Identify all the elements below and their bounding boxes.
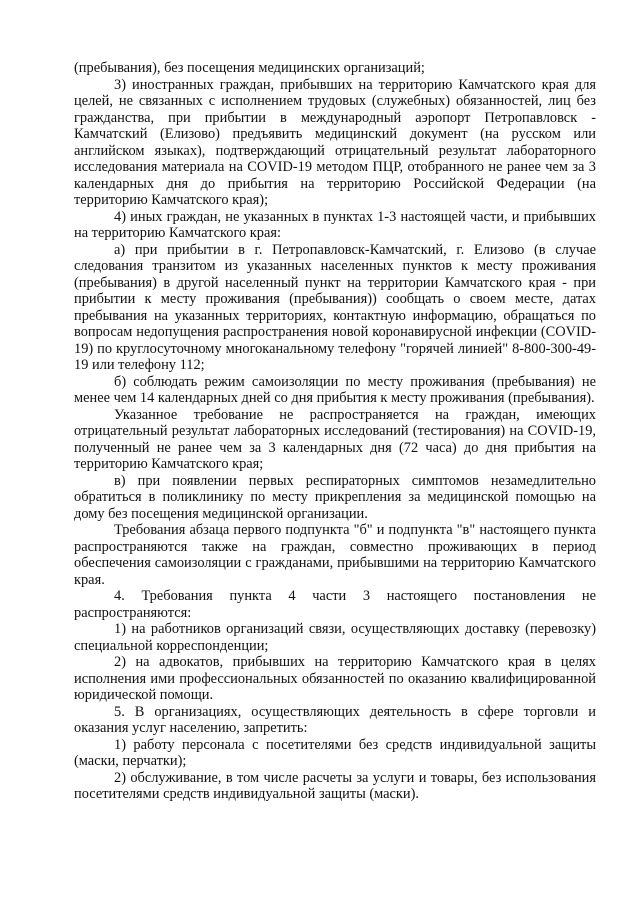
paragraph-10: 1) на работников организаций связи, осуществляющих доставку (перевозку) специальной корреспонденции; — [74, 621, 596, 654]
paragraph-6: Указанное требование не распространяется на граждан, имеющих отрицательный результат лабораторных исследований (тестирования) на COVID-19, полученный не ранее чем за 3 календарных дня (72 часа) до дня прибытия на территорию Камчатского края; — [74, 406, 596, 472]
paragraph-7: в) при появлении первых респираторных симптомов незамедлительно обратиться в поликлинику по месту прикрепления за медицинской помощью на дому без посещения медицинской организации. — [74, 472, 596, 522]
document-page — [74, 60, 596, 803]
paragraph-2: 3) иностранных граждан, прибывших на территорию Камчатского края для целей, не связанных с исполнением трудовых (служебных) обязанностей, лиц без гражданства, при прибытии в международный аэропорт Петропавловск - Камчатский (Елизово) предъявить медицинский документ (на русском или английском языках), подтверждающий отрицательный результат лабораторного исследования материала на COVID-19 методом ПЦР, отобранного не ранее чем за 3 календарных дня до прибытия на территорию Российской Федерации (на территорию Камчатского края); — [74, 76, 596, 208]
paragraph-13: 1) работу персонала с посетителями без средств индивидуальной защиты (маски, перчатки); — [74, 736, 596, 769]
paragraph-5: б) соблюдать режим самоизоляции по месту проживания (пребывания) не менее чем 14 календарных дней со дня прибытия к месту проживания (пребывания). — [74, 373, 596, 406]
paragraph-14: 2) обслуживание, в том числе расчеты за услуги и товары, без использования посетителями средств индивидуальной защиты (маски). — [74, 769, 596, 802]
paragraph-3: 4) иных граждан, не указанных в пунктах 1-3 настоящей части, и прибывших на территорию Камчатского края: — [74, 208, 596, 241]
paragraph-9: 4. Требования пункта 4 части 3 настоящего постановления не распространяются: — [74, 588, 596, 621]
paragraph-8: Требования абзаца первого подпункта "б" и подпункта "в" настоящего пункта распространяются также на граждан, совместно проживающих в период обеспечения самоизоляции с гражданами, прибывшими на территорию Камчатского края. — [74, 522, 596, 588]
paragraph-1: (пребывания), без посещения медицинских организаций; — [74, 60, 425, 76]
paragraph-12: 5. В организациях, осуществляющих деятельность в сфере торговли и оказания услуг населению, запретить: — [74, 703, 596, 736]
paragraph-11: 2) на адвокатов, прибывших на территорию Камчатского края в целях исполнения ими профессиональных обязанностей по оказанию квалифицированной юридической помощи. — [74, 654, 596, 703]
paragraph-4: а) при прибытии в г. Петропавловск-Камчатский, г. Елизово (в случае следования транзитом из указанных населенных пунктов к месту проживания (пребывания) в другой населенный пункт на территории Камчатского края - при прибытии к месту проживания (пребывания)) сообщать о своем месте, датах пребывания на указанных территориях, контактную информацию, обращаться по вопросам недопущения распространения новой коронавирусной инфекции (COVID-19) по круглосуточному многоканальному телефону "горячей линией" 8-800-300-49-19 или телефону 112; — [74, 241, 596, 373]
